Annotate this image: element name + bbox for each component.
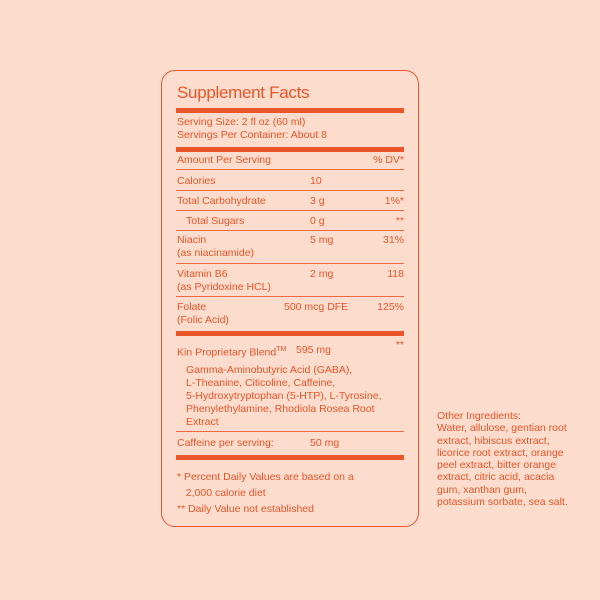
- row-divider: [176, 263, 404, 264]
- dv-header: % DV*: [373, 154, 404, 166]
- nutrient-name: Niacin (as niacinamide): [177, 234, 255, 259]
- nutrient-amount: 0 g: [310, 215, 325, 227]
- nutrient-name: Folate (Folic Acid): [177, 301, 229, 326]
- footnote-daily-values: * Percent Daily Values are based on a 2,000 calorie diet: [177, 471, 354, 499]
- title-divider: [176, 108, 404, 113]
- serving-divider: [176, 147, 404, 152]
- footnote-not-established: ** Daily Value not established: [177, 503, 314, 515]
- header-divider: [176, 169, 404, 170]
- other-ingredients: [437, 410, 597, 508]
- nutrient-dv: 1%*: [384, 195, 404, 207]
- nutrient-name: Vitamin B6 (as Pyridoxine HCL): [177, 268, 271, 293]
- row-divider: [176, 190, 404, 191]
- nutrient-amount: 2 mg: [310, 268, 334, 280]
- nutrient-dv: **: [395, 215, 404, 227]
- blend-amount: 595 mg: [296, 344, 332, 356]
- serving-size: Serving Size: 2 fl oz (60 ml): [177, 116, 306, 128]
- nutrient-amount: 500 mcg DFE: [284, 301, 349, 313]
- blend-ingredients: Gamma-Aminobutyric Acid (GABA), L-Theanine, Citicoline, Caffeine, 5-Hydroxytryptophan (5-HTP), L-Tyrosine, Phenylethylamine, Rhodiola Rosea Root Extract: [186, 364, 382, 428]
- supplement-facts-panel: [161, 70, 419, 527]
- nutrient-name: Total Sugars: [186, 215, 245, 227]
- row-divider: [176, 210, 404, 211]
- section-divider: [176, 331, 404, 336]
- servings-per-container: Servings Per Container: About 8: [177, 129, 328, 141]
- nutrient-name: Calories: [177, 175, 216, 187]
- trademark-mark: TM: [276, 346, 287, 353]
- blend-name: Kin Proprietary Blend™: [177, 346, 287, 359]
- row-divider: [176, 296, 404, 297]
- nutrient-amount: 10: [310, 175, 322, 187]
- other-ingredients-text: Water, allulose, gentian root extract, hibiscus extract, licorice root extract, orange peel extract, bitter orange extract, citric acid, acacia gum, xanthan gum, potassium sorbate, sea salt.: [437, 422, 568, 509]
- caffeine-label: Caffeine per serving:: [177, 437, 274, 449]
- nutrient-dv: 118: [387, 268, 404, 280]
- amount-per-serving-label: Amount Per Serving: [177, 154, 271, 166]
- row-divider: [176, 431, 404, 432]
- bottom-divider: [176, 455, 404, 460]
- nutrient-amount: 5 mg: [310, 234, 334, 246]
- other-ingredients-title: Other Ingredients:: [437, 410, 522, 422]
- nutrient-dv: 125%: [377, 301, 404, 313]
- nutrient-amount: 3 g: [310, 195, 325, 207]
- caffeine-amount: 50 mg: [310, 437, 340, 449]
- nutrient-name: Total Carbohydrate: [177, 195, 266, 207]
- panel-title: Supplement Facts: [177, 83, 310, 102]
- blend-dv: **: [395, 339, 404, 351]
- nutrient-dv: 31%: [382, 234, 404, 246]
- row-divider: [176, 230, 404, 231]
